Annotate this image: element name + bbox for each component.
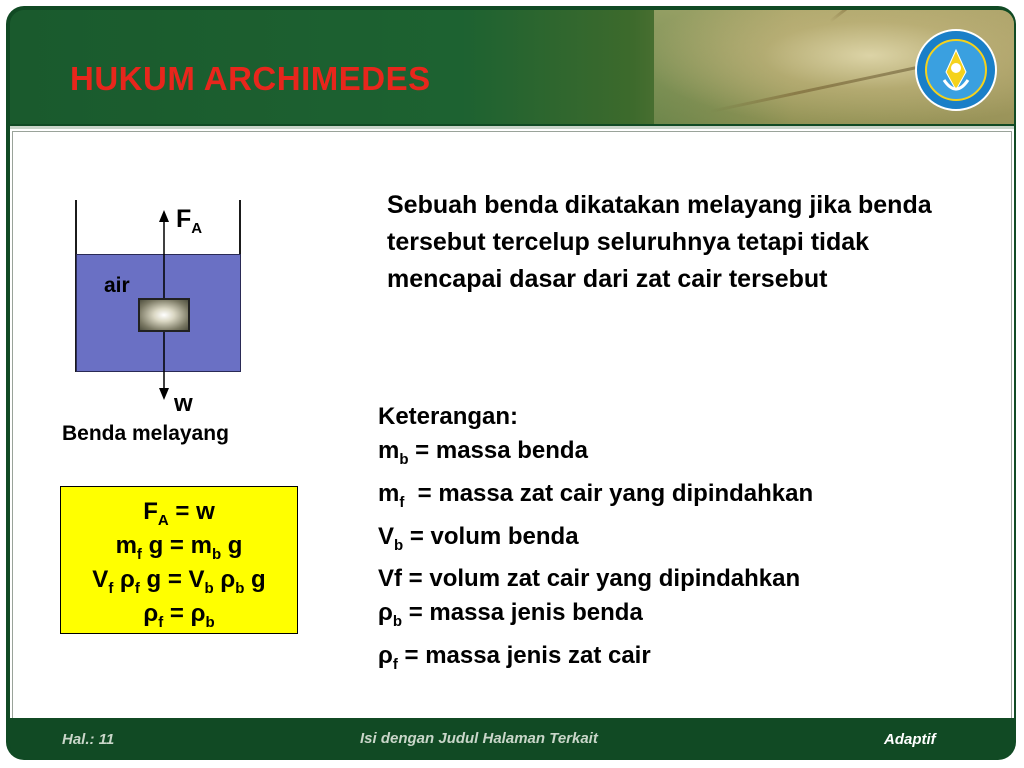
force-buoyant-label: $F_A$ bbox=[176, 205, 203, 237]
formula-line: $F_A = w$ bbox=[143, 498, 215, 529]
legend-item: $V_b$ = volum benda bbox=[378, 522, 579, 554]
formula-line: $\rho_f = \rho_b$ bbox=[143, 600, 215, 631]
legend-item: $m_b$ = massa benda bbox=[378, 437, 588, 468]
page-number: Hal.: 11 bbox=[62, 731, 115, 748]
diagram-caption: Benda melayang bbox=[62, 422, 229, 445]
legend-item: $m_f$ = massa zat cair yang dipindahkan bbox=[378, 479, 814, 511]
legend-item: $\rho_b$ = massa jenis benda bbox=[378, 599, 643, 631]
arrow-down-icon bbox=[159, 388, 169, 400]
legend-list bbox=[378, 400, 813, 682]
slide-footer bbox=[10, 718, 1014, 758]
footer-label: Adaptif bbox=[884, 731, 936, 748]
legend-item: Vf = volum zat cair yang dipindahkan bbox=[378, 565, 801, 593]
definition-paragraph: Sebuah benda dikatakan melayang jika benda tersebut tercelup seluruhnya tetapi tidak mencapai dasar dari zat cair tersebut bbox=[387, 191, 932, 293]
legend-heading: Keterangan: bbox=[378, 403, 519, 430]
footer-title: Isi dengan Judul Halaman Terkait bbox=[360, 730, 598, 747]
slide-title: HUKUM ARCHIMEDES bbox=[70, 60, 431, 97]
force-weight-label: w bbox=[174, 390, 193, 417]
formula-line: $m_f$ $g = m_b$ g bbox=[115, 532, 243, 563]
formula-line: $V_f$ $\rho_f$ $g = V_b$ $\rho_b$ g bbox=[92, 566, 266, 597]
legend-item: $\rho_f$ = massa jenis zat cair bbox=[378, 642, 651, 673]
formula-box bbox=[60, 486, 298, 634]
arrow-up-icon bbox=[159, 210, 169, 222]
fluid-label: air bbox=[104, 274, 130, 297]
